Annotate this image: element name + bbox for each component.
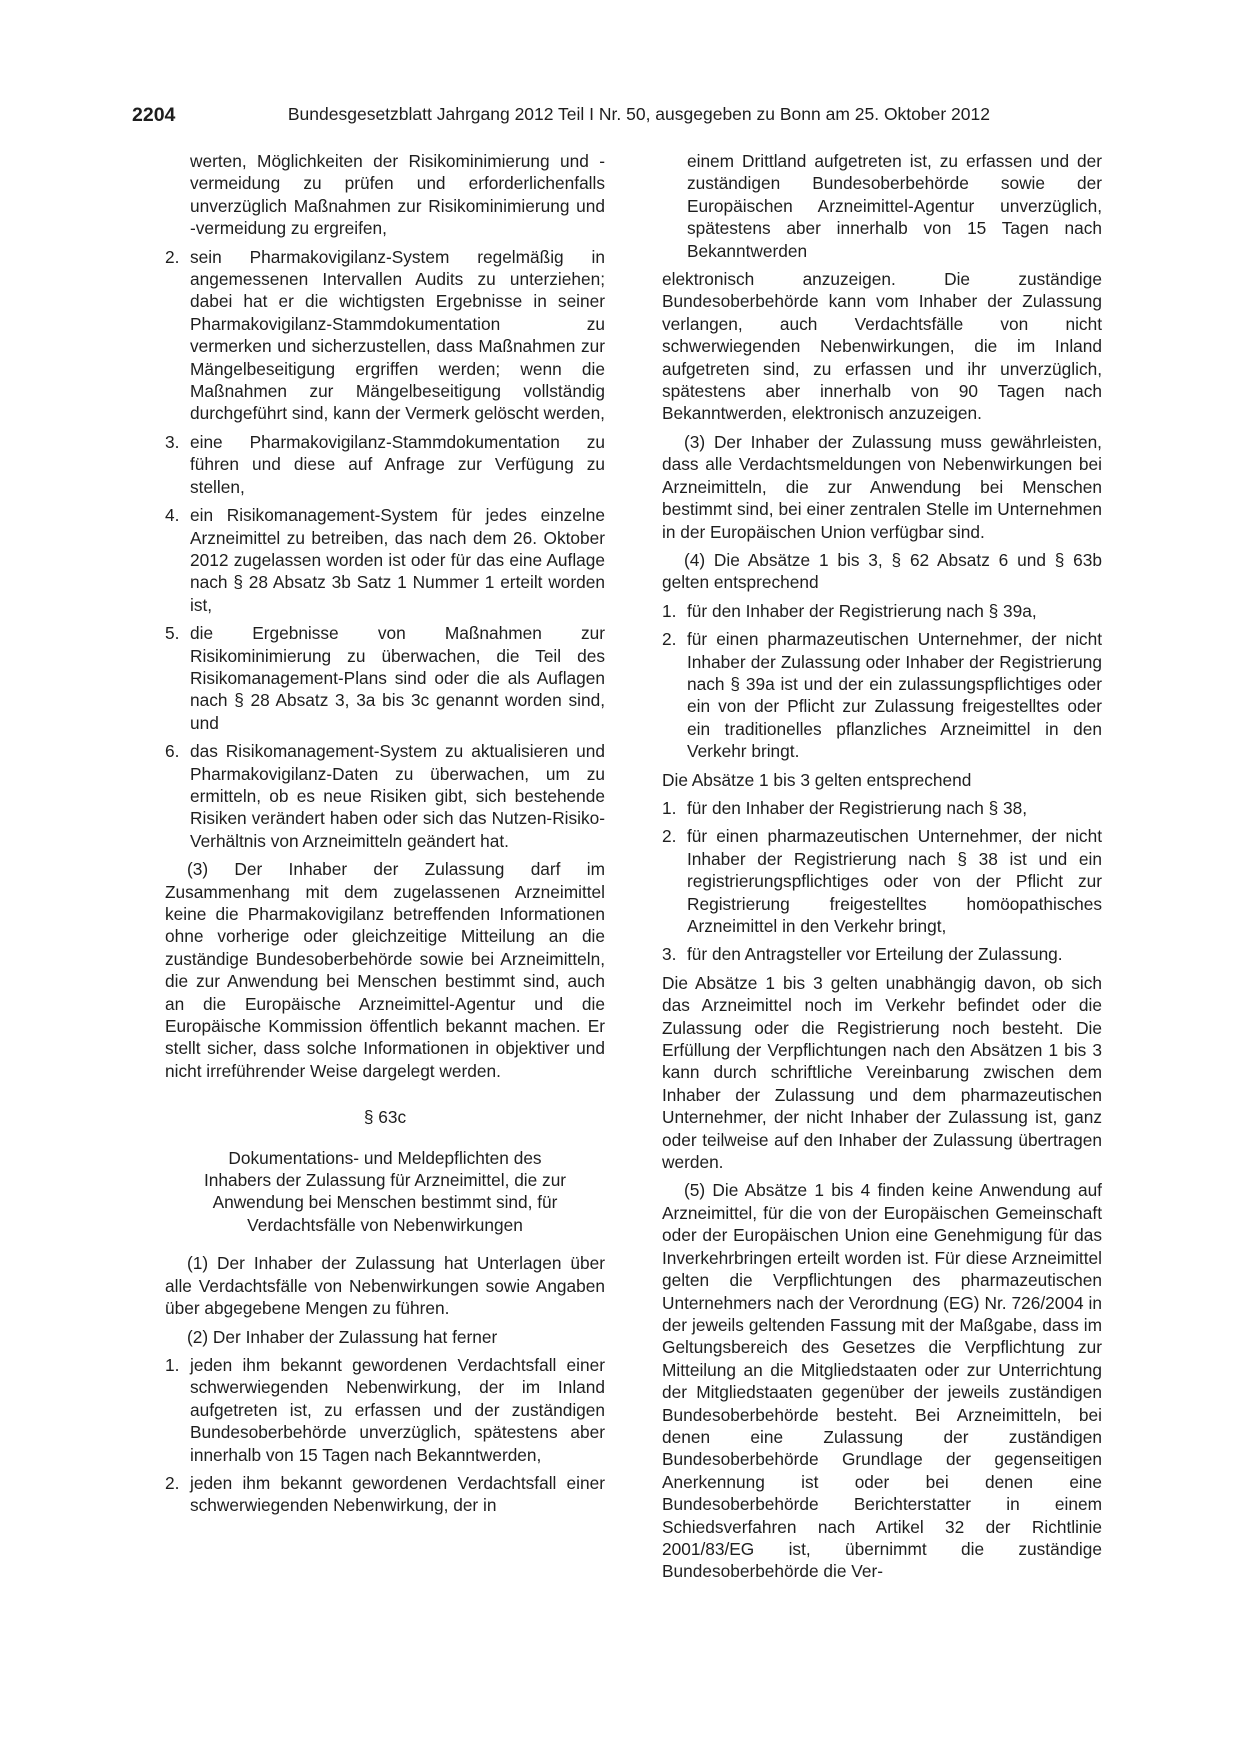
page-header	[132, 104, 990, 130]
list-number: 2.	[662, 826, 677, 847]
section-number: § 63c	[363, 1107, 407, 1128]
list-number: 3.	[662, 944, 677, 965]
page-number: 2204	[132, 104, 176, 126]
paragraph: Die Absätze 1 bis 3 gelten entsprechend	[662, 769, 972, 790]
paragraph-4: (4) Die Absätze 1 bis 3, § 62 Absatz 6 und § 63b gelten entsprechend	[662, 549, 1102, 593]
section-paragraph-2: (2) Der Inhaber der Zulassung hat ferner	[187, 1326, 498, 1347]
list-text: für einen pharmazeutischen Unternehmer, der nicht Inhaber der Registrierung nach § 38 ist und ein registrierungspflichtiges oder von der Pflicht zur Registrierung freigestelltes homöopathisches Arzneimittel in den Verkehr bringt,	[687, 826, 1102, 936]
paragraph: Die Absätze 1 bis 3 gelten unabhängig davon, ob sich das Arzneimittel noch im Verkehr befindet oder die Zulassung oder die Registrierung noch besteht. Die Erfüllung der Verpflichtungen nach den Absätzen 1 bis 3 kann durch schriftliche Vereinbarung zwischen dem Inhaber der Zulassung und dem pharmazeutischen Unternehmer, der nicht Inhaber der Zulassung ist, ganz oder teilweise auf den Inhaber der Zulassung übertragen werden.	[662, 972, 1102, 1173]
list-number: 6.	[165, 741, 180, 762]
list-item	[165, 740, 605, 852]
list-item	[165, 431, 605, 498]
list-item	[662, 825, 1102, 937]
list-text: eine Pharmakovigilanz-Stammdokumentation zu führen und diese auf Anfrage zur Verfügung zu stellen,	[190, 431, 605, 497]
paragraph-3: (3) Der Inhaber der Zulassung darf im Zusammenhang mit dem zugelassenen Arzneimittel keine die Pharmakovigilanz betreffenden Informationen ohne vorherige oder gleichzeitige Mitteilung an die zuständige Bundesoberbehörde sowie bei Arzneimitteln, die zur Anwendung bei Menschen bestimmt sind, auch an die Europäische Arzneimittel-Agentur und die Europäische Kommission öffentlich bekannt machen. Er stellt sicher, dass solche Informationen in objektiver und nicht irreführender Weise dargelegt werden.	[165, 859, 605, 1081]
list-item	[165, 504, 605, 616]
section-title: Dokumentations- und Meldepflichten des Inhabers der Zulassung für Arzneimittel, die zur Anwendung bei Menschen bestimmt sind, für Verdachtsfälle von Nebenwirkungen	[203, 1147, 567, 1235]
right-column	[662, 150, 1102, 1589]
list-text: ein Risikomanagement-System für jedes einzelne Arzneimittel zu betreiben, das nach dem 26. Oktober 2012 zugelassen worden ist oder für das eine Auflage nach § 28 Absatz 3b Satz 1 Nummer 1 erteilt worden ist,	[190, 505, 605, 615]
list-number: 2.	[662, 629, 677, 650]
continued-list-text: werten, Möglichkeiten der Risikominimierung und -vermeidung zu prüfen und erforderlichenfalls unverzüglich Maßnahmen zur Risikominimierung und -vermeidung zu ergreifen,	[190, 151, 605, 239]
list-text: sein Pharmakovigilanz-System regelmäßig in angemessenen Intervallen Audits zu unterziehen; dabei hat er die wichtigsten Ergebnisse in seiner Pharmakovigilanz-Stammdokumentation zu vermerken und sicherzustellen, dass Maßnahmen zur Mängelbeseitigung ergriffen werden; wenn die Maßnahmen zur Mängelbeseitigung vollständig durchgeführt sind, kann der Vermerk gelöscht werden,	[190, 246, 605, 424]
list-item	[662, 943, 1102, 965]
gazette-title: Bundesgesetzblatt Jahrgang 2012 Teil I Nr. 50, ausgegeben zu Bonn am 25. Oktober 2012	[287, 104, 990, 124]
continued-list-text: einem Drittland aufgetreten ist, zu erfassen und der zuständigen Bundesoberbehörde sowie der Europäischen Arzneimittel-Agentur unverzüglich, spätestens aber innerhalb von 15 Tagen nach Bekanntwerden	[687, 151, 1102, 261]
list-number: 3.	[165, 431, 180, 452]
list-item	[165, 1472, 605, 1517]
section-paragraph-1: (1) Der Inhaber der Zulassung hat Unterlagen über alle Verdachtsfälle von Nebenwirkungen sowie Angaben über abgegebene Mengen zu führen.	[165, 1253, 605, 1319]
list-item	[662, 628, 1102, 762]
paragraph-5: (5) Die Absätze 1 bis 4 finden keine Anwendung auf Arzneimittel, für die von der Europäischen Gemeinschaft oder der Europäischen Union eine Genehmigung für das Inverkehrbringen erteilt worden ist. Für diese Arzneimittel gelten die Verpflichtungen des pharmazeutischen Unternehmers nach der Verordnung (EG) Nr. 726/2004 in der jeweils geltenden Fassung mit der Maßgabe, dass im Geltungsbereich des Gesetzes die Verpflichtung zur Mitteilung an die Mitgliedstaaten oder zur Unterrichtung der Mitgliedstaaten gegenüber der jeweils zuständigen Bundesoberbehörde besteht. Bei Arzneimitteln, bei denen eine Zulassung der zuständigen Bundesoberbehörde Grundlage der gegenseitigen Anerkennung ist oder bei denen eine Bundesoberbehörde Berichterstatter in einem Schiedsverfahren nach Artikel 32 der Richtlinie 2001/83/EG ist, übernimmt die zuständige Bundesoberbehörde die Ver-	[662, 1180, 1102, 1582]
list-text: für den Antragsteller vor Erteilung der Zulassung.	[687, 944, 1063, 965]
list-number: 1.	[662, 600, 677, 621]
list-item	[165, 622, 605, 734]
left-column	[165, 150, 605, 1523]
list-text: für einen pharmazeutischen Unternehmer, der nicht Inhaber der Zulassung oder Inhaber der Registrierung nach § 39a ist und der ein zulassungspflichtiges oder ein von der Pflicht zur Zulassung freigestelltes oder ein traditionelles pflanzliches Arzneimittel in den Verkehr bringt.	[687, 629, 1102, 762]
list-text: die Ergebnisse von Maßnahmen zur Risikominimierung zu überwachen, die Teil des Risikomanagement-Plans sind oder die als Auflagen nach § 28 Absatz 3, 3a bis 3c genannt worden sind, und	[190, 623, 605, 733]
list-text: jeden ihm bekannt gewordenen Verdachtsfall einer schwerwiegenden Nebenwirkung, der in	[190, 1472, 605, 1516]
list-number: 2.	[165, 1472, 180, 1493]
list-item	[662, 600, 1102, 622]
list-item	[662, 797, 1102, 819]
list-number: 5.	[165, 623, 180, 644]
paragraph: elektronisch anzuzeigen. Die zuständige Bundesoberbehörde kann vom Inhaber der Zulassung verlangen, auch Verdachtsfälle von nicht schwerwiegenden Nebenwirkungen, die im Inland aufgetreten sind, zu erfassen und ihr unverzüglich, spätestens aber innerhalb von 90 Tagen nach Bekanntwerden, elektronisch anzuzeigen.	[662, 269, 1102, 424]
list-text: für den Inhaber der Registrierung nach § 38,	[687, 797, 1028, 818]
list-number: 1.	[165, 1354, 180, 1375]
list-text: das Risikomanagement-System zu aktualisieren und Pharmakovigilanz-Daten zu überwachen, um zu ermitteln, ob es neue Risiken gibt, sich bestehende Risiken verändert haben oder sich das Nutzen-Risiko-Verhältnis von Arzneimitteln geändert hat.	[190, 741, 605, 851]
list-item	[165, 1354, 605, 1466]
list-number: 2.	[165, 246, 180, 267]
paragraph-3: (3) Der Inhaber der Zulassung muss gewährleisten, dass alle Verdachtsmeldungen von Nebenwirkungen bei Arzneimitteln, die zur Anwendung bei Menschen bestimmt sind, bei einer zentralen Stelle im Unternehmen in der Europäischen Union verfügbar sind.	[662, 431, 1102, 542]
list-number: 1.	[662, 797, 677, 818]
list-number: 4.	[165, 505, 180, 526]
list-text: jeden ihm bekannt gewordenen Verdachtsfall einer schwerwiegenden Nebenwirkung, der im Inland aufgetreten ist, zu erfassen und der zuständigen Bundesoberbehörde unverzüglich, spätestens aber innerhalb von 15 Tagen nach Bekanntwerden,	[190, 1354, 605, 1465]
list-item	[165, 246, 605, 425]
list-text: für den Inhaber der Registrierung nach § 39a,	[687, 600, 1037, 621]
